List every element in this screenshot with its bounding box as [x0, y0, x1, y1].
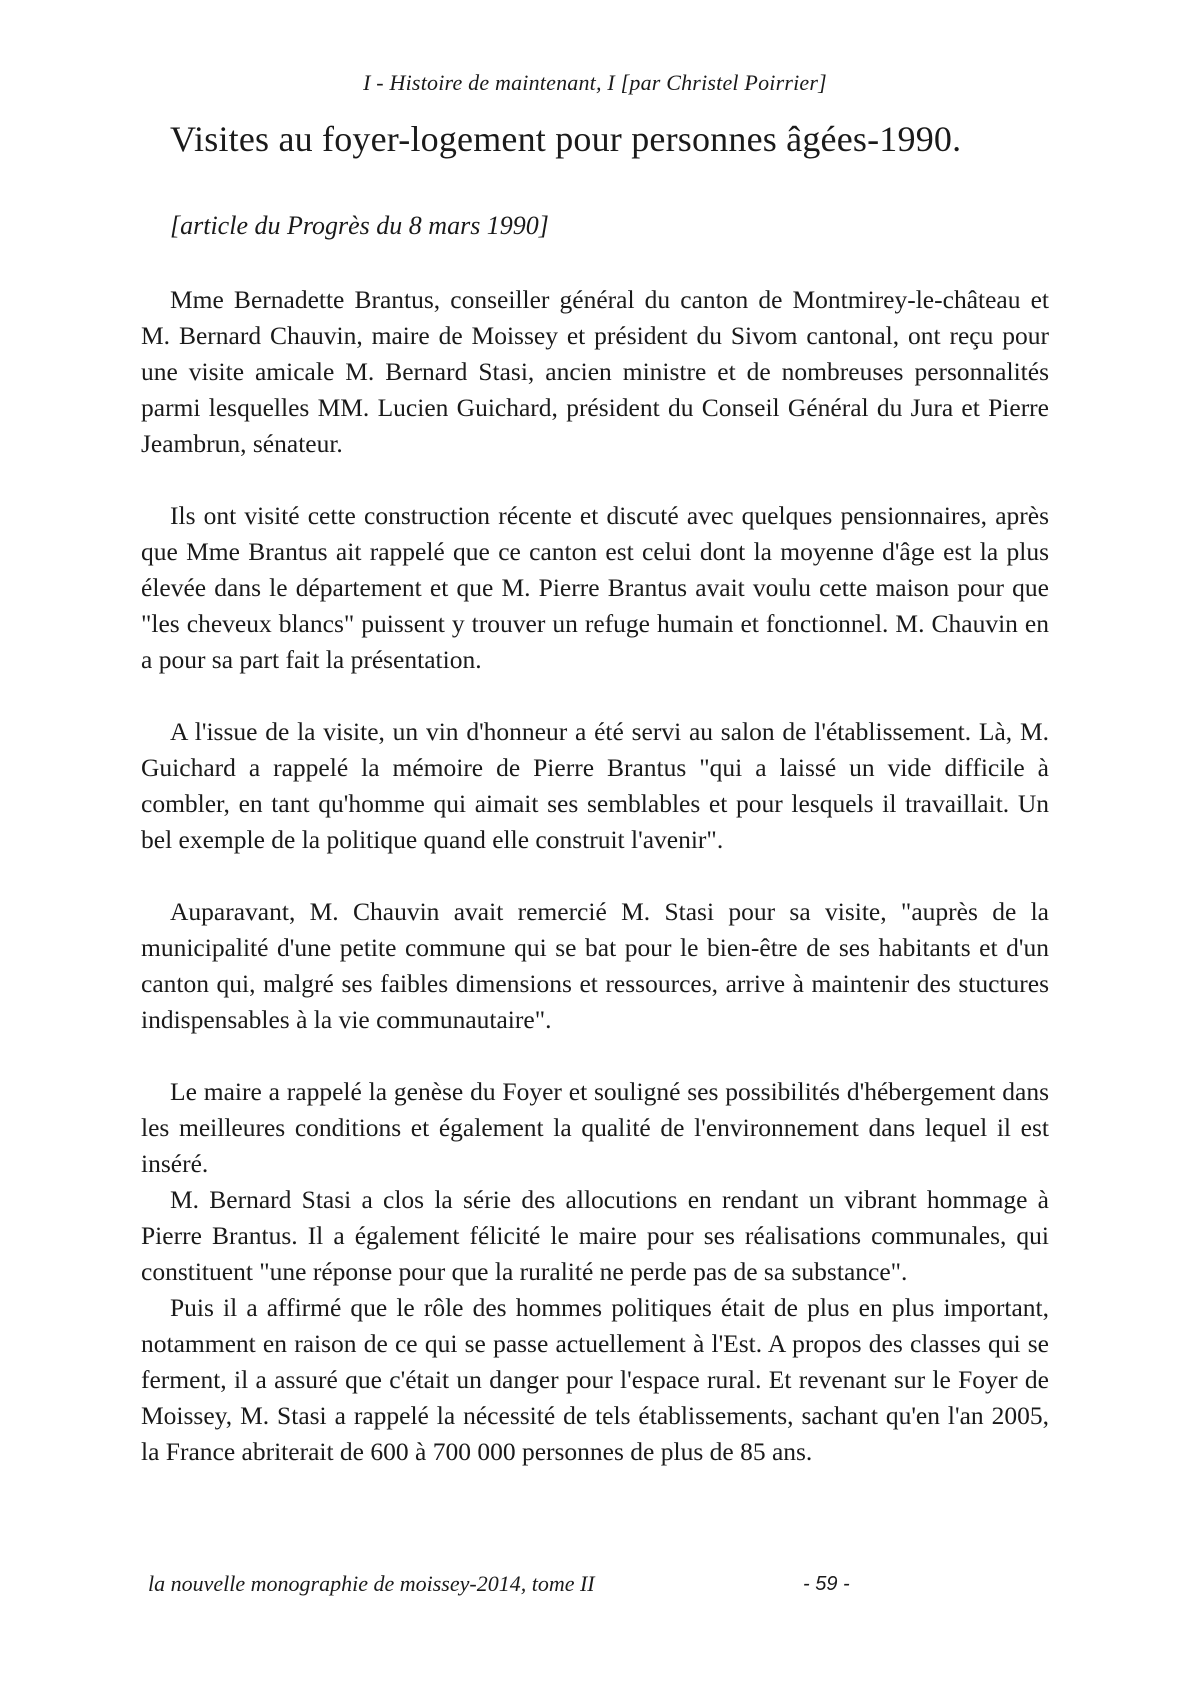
- running-header: I - Histoire de maintenant, I [par Christel Poirrier]: [363, 70, 827, 95]
- paragraph: Ils ont visité cette construction récente et discuté avec quelques pensionnaires, après que Mme Brantus ait rappelé que ce canton est celui dont la moyenne d'âge est la plus élevée dans le département et que M. Pierre Brantus avait voulu cette maison pour que "les cheveux blancs" puissent y trouver un refuge humain et fonctionnel. M. Chauvin en a pour sa part fait la présentation.: [141, 501, 1049, 674]
- paragraph: Puis il a affirmé que le rôle des hommes politiques était de plus en plus important, notamment en raison de ce qui se passe actuellement à l'Est. A propos des classes qui se ferment, il a assuré que c'était un danger pour l'espace rural. Et revenant sur le Foyer de Moissey, M. Stasi a rappelé la nécessité de tels établissements, sachant qu'en l'an 2005, la France abriterait de 600 à 700 000 personnes de plus de 85 ans.: [141, 1293, 1049, 1466]
- article-body: [141, 282, 1049, 1470]
- paragraph: Auparavant, M. Chauvin avait remercié M. Stasi pour sa visite, "auprès de la municipalité d'une petite commune qui se bat pour le bien-être de ses habitants et d'un canton qui, malgré ses faibles dimensions et ressources, arrive à maintenir des stuctures indispensables à la vie communautaire".: [141, 897, 1049, 1034]
- article-source: [article du Progrès du 8 mars 1990]: [170, 211, 549, 240]
- paragraph: Mme Bernadette Brantus, conseiller général du canton de Montmirey-le-château et M. Bernard Chauvin, maire de Moissey et président du Sivom cantonal, ont reçu pour une visite amicale M. Bernard Stasi, ancien ministre et de nombreuses personnalités parmi lesquelles MM. Lucien Guichard, président du Conseil Général du Jura et Pierre Jeambrun, sénateur.: [141, 285, 1049, 458]
- article-title: Visites au foyer-logement pour personnes âgées-1990.: [170, 119, 962, 159]
- footer-book-title: la nouvelle monographie de moissey-2014, tome II: [148, 1571, 595, 1596]
- page-number: - 59 -: [803, 1573, 850, 1595]
- paragraph: Le maire a rappelé la genèse du Foyer et souligné ses possibilités d'hébergement dans les meilleures conditions et également la qualité de l'environnement dans lequel il est inséré.: [141, 1077, 1049, 1178]
- paragraph: M. Bernard Stasi a clos la série des allocutions en rendant un vibrant hommage à Pierre Brantus. Il a également félicité le maire pour ses réalisations communales, qui constituent "une réponse pour que la ruralité ne perde pas de sa substance".: [141, 1185, 1049, 1286]
- paragraph: A l'issue de la visite, un vin d'honneur a été servi au salon de l'établissement. Là, M. Guichard a rappelé la mémoire de Pierre Brantus "qui a laissé un vide difficile à combler, en tant qu'homme qui aimait ses semblables et pour lesquels il travaillait. Un bel exemple de la politique quand elle construit l'avenir".: [141, 717, 1049, 854]
